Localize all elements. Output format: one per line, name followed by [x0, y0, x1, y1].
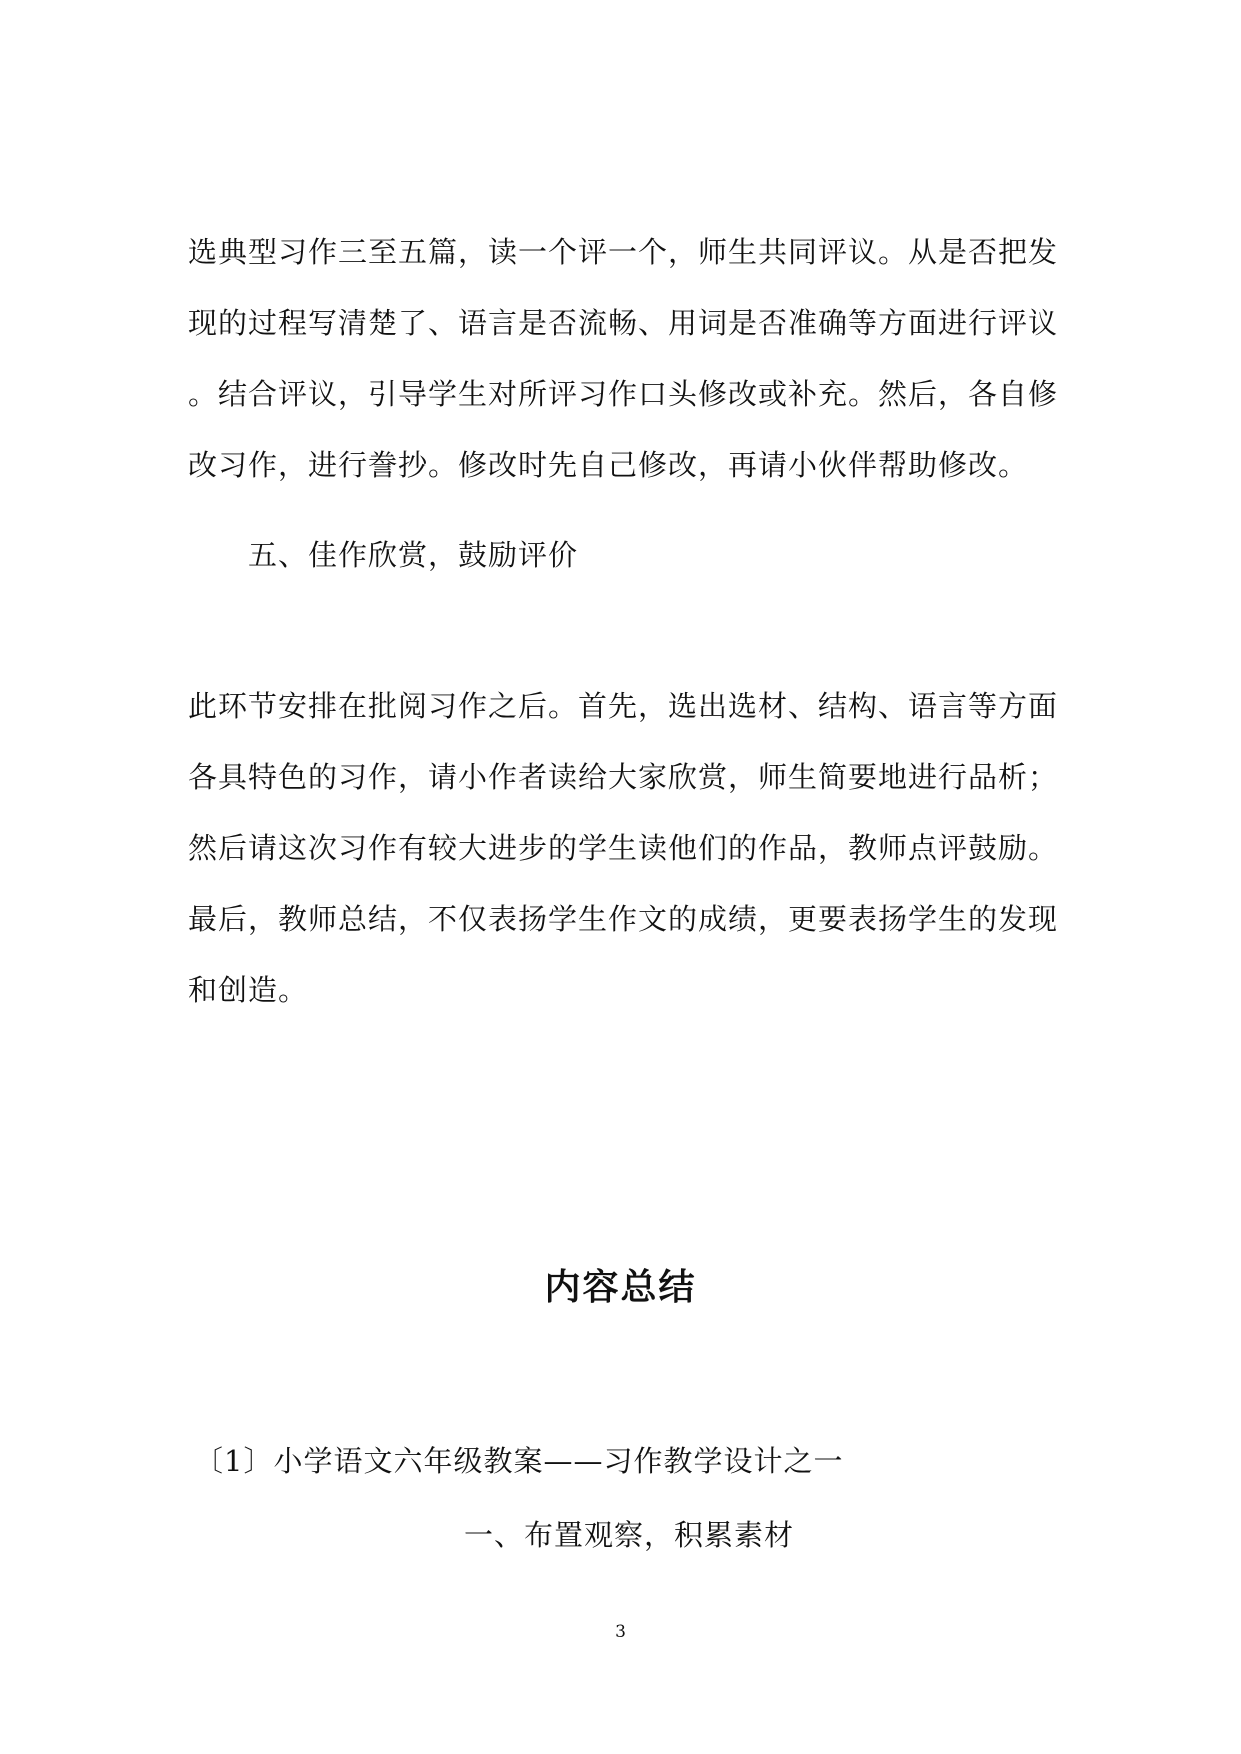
paragraph-line: 然后请这次习作有较大进步的学生读他们的作品，教师点评鼓励。 [188, 831, 1059, 865]
paragraph-line: 各具特色的习作，请小作者读给大家欣赏，师生简要地进行品析； [188, 760, 1059, 794]
summary-title: 内容总结 [544, 1267, 697, 1308]
paragraph-line: 改习作，进行誊抄。修改时先自己修改，再请小伙伴帮助修改。 [188, 448, 1029, 482]
section-five-heading: 五、佳作欣赏，鼓励评价 [248, 538, 579, 572]
paragraph-line: 此环节安排在批阅习作之后。首先，选出选材、结构、语言等方面 [188, 689, 1059, 723]
paragraph-line: 和创造。 [188, 973, 309, 1007]
page-number: 3 [615, 1622, 626, 1642]
paragraph-line: 选典型习作三至五篇，读一个评一个，师生共同评议。从是否把发 [188, 235, 1059, 269]
paragraph-line: 现的过程写清楚了、语言是否流畅、用词是否准确等方面进行评议 [188, 306, 1059, 340]
summary-subitem: 一、布置观察，积累素材 [464, 1518, 795, 1552]
summary-item: 〔1〕小学语文六年级教案——习作教学设计之一 [194, 1444, 844, 1478]
paragraph-line: 。结合评议，引导学生对所评习作口头修改或补充。然后，各自修 [188, 377, 1059, 411]
paragraph-line: 最后，教师总结，不仅表扬学生作文的成绩，更要表扬学生的发现 [188, 902, 1059, 936]
